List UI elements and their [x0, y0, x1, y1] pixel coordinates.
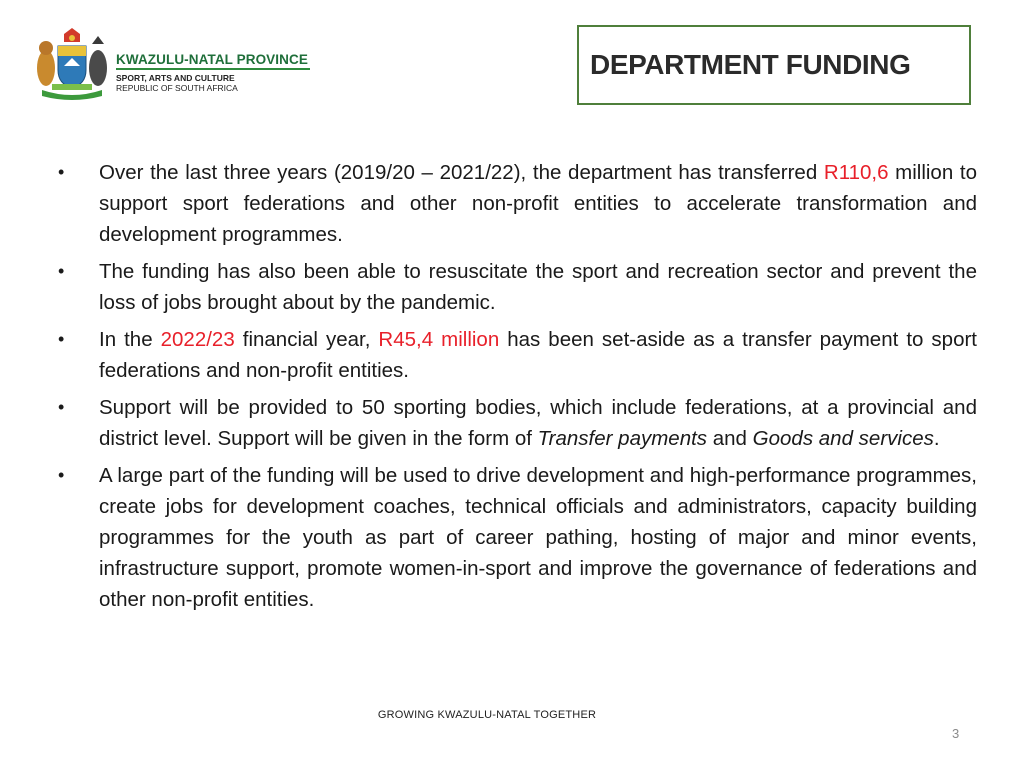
bullet-list — [56, 157, 977, 621]
bullet-text: The funding has also been able to resuscitate the sport and recreation sector and prevent the loss of jobs brought about by the pandemic. — [99, 260, 977, 314]
italic-term: Goods and services — [752, 427, 934, 450]
bullet-text: . — [933, 427, 940, 450]
bullet-item — [56, 157, 977, 250]
org-header — [116, 52, 310, 93]
bullet-text: and — [707, 427, 753, 450]
department-name: SPORT, ARTS AND CULTURE — [116, 73, 235, 83]
highlight-year: 2022/23 — [160, 328, 235, 351]
bullet-item — [56, 256, 977, 318]
bullet-text: million to support sport federations and other non-profit entities to accelerate transformation and development programmes. — [99, 161, 977, 246]
bullet-item — [56, 392, 977, 454]
bullet-item — [56, 460, 977, 615]
org-divider — [116, 68, 310, 70]
org-name: KWAZULU-NATAL PROVINCE — [116, 52, 308, 67]
title-box — [577, 25, 971, 105]
country-name: REPUBLIC OF SOUTH AFRICA — [116, 83, 238, 93]
page-number: 3 — [952, 726, 960, 741]
bullet-item — [56, 324, 977, 386]
bullet-text: A large part of the funding will be used to drive development and high-performance programmes, create jobs for development coaches, technical officials and administrators, capacity building programmes for the youth as part of career pathing, hosting of major and minor events, infrastructure support, promote women-in-sport and improve the governance of federations and other non-profit entities. — [99, 464, 977, 611]
page-title: DEPARTMENT FUNDING — [590, 49, 911, 80]
bullet-text: has been set-aside as a transfer payment to sport federations and non-profit entities. — [99, 328, 977, 382]
bullet-text: In the — [99, 328, 161, 351]
bullet-text: financial year, — [234, 328, 379, 351]
footer-slogan: GROWING KWAZULU-NATAL TOGETHER — [377, 709, 597, 721]
italic-term: Transfer payments — [537, 427, 708, 450]
highlight-amount: R110,6 — [823, 161, 889, 184]
coat-of-arms-icon — [34, 26, 110, 102]
highlight-amount: R45,4 million — [378, 328, 500, 351]
bullet-text: Over the last three years (2019/20 – 2021/22), the department has transferred — [99, 161, 824, 184]
bullet-text: Support will be provided to 50 sporting bodies, which include federations, at a provincial and district level. Support will be given in the form of — [99, 396, 977, 450]
